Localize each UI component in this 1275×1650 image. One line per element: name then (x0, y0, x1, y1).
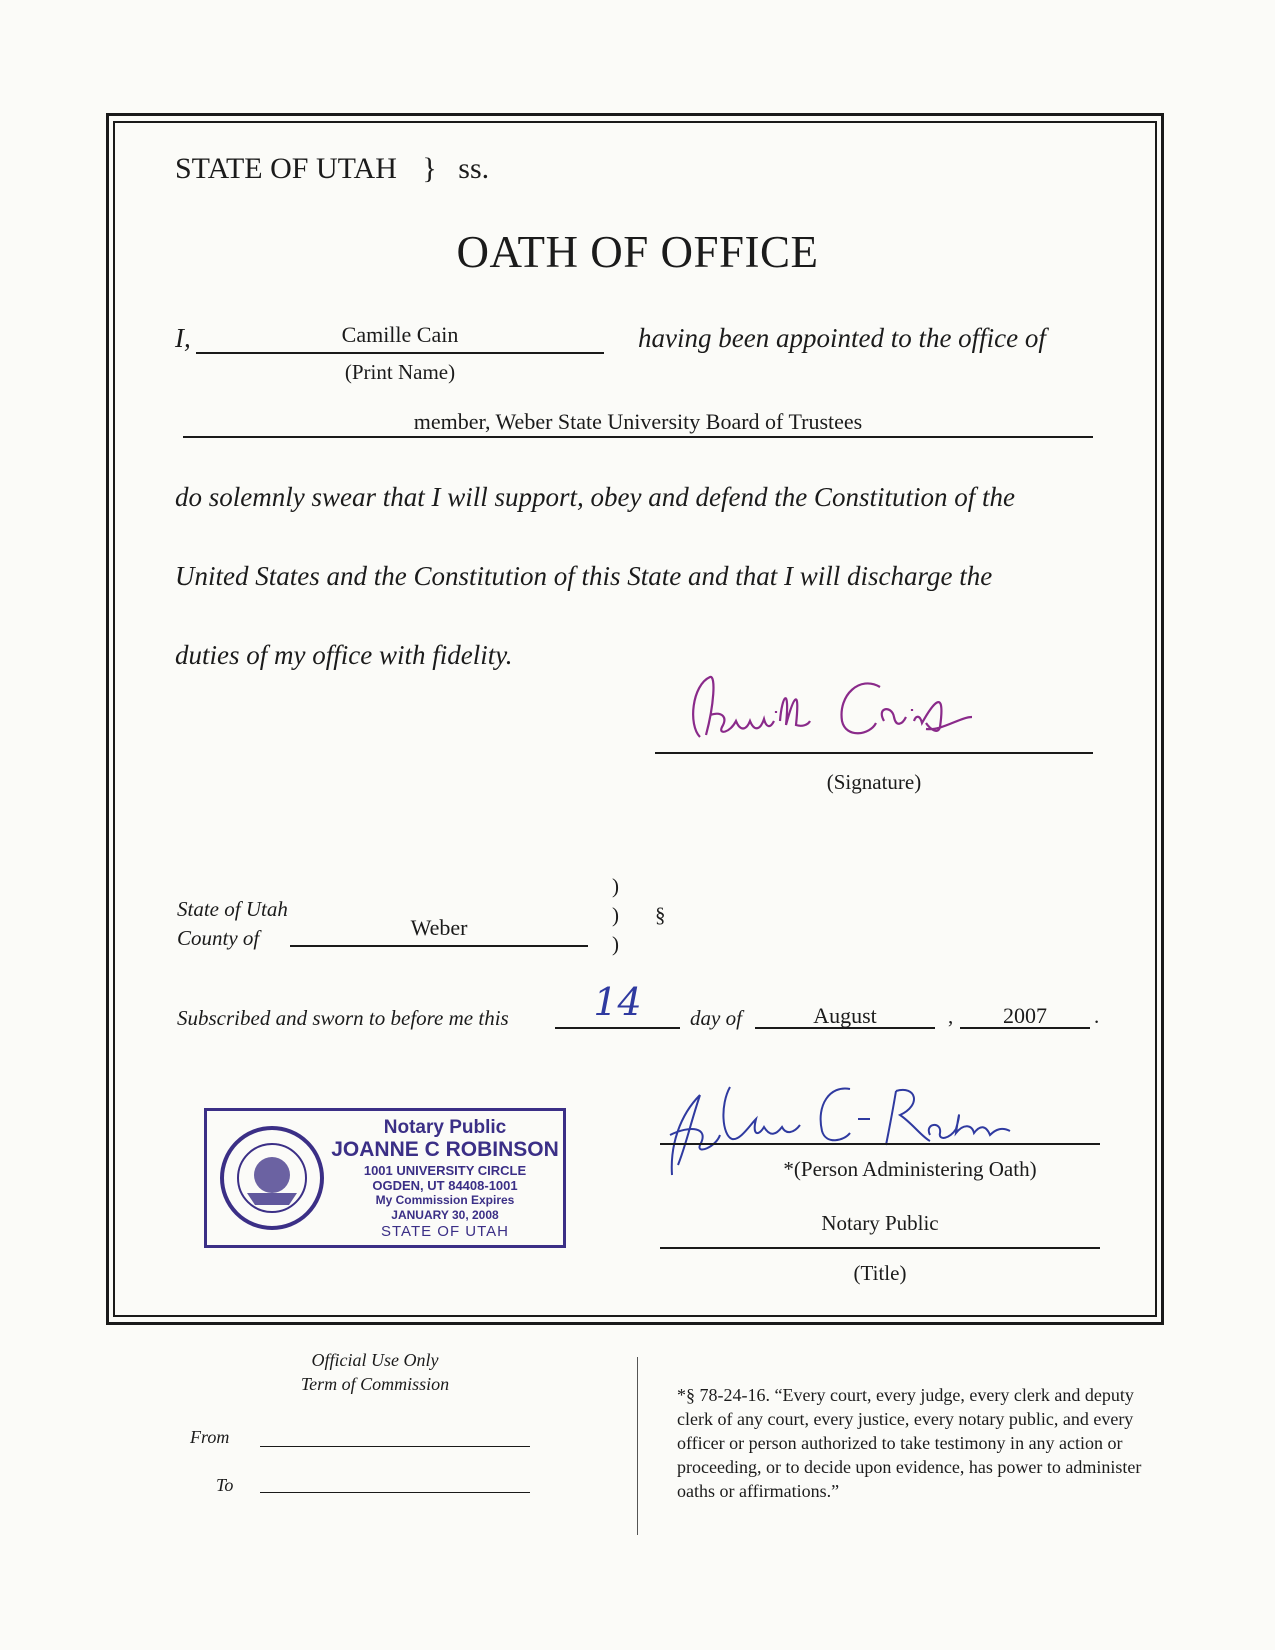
sworn-day-of: day of (690, 1006, 742, 1030)
stamp-line-1: Notary Public (383, 1117, 507, 1138)
section-symbol: § (655, 903, 666, 927)
administrator-line (660, 1143, 1100, 1145)
sworn-month-value: August (813, 1003, 877, 1028)
stamp-line-3: 1001 UNIVERSITY CIRCLE (363, 1163, 527, 1178)
page-title: OATH OF OFFICE (456, 227, 819, 277)
i-label: I, (175, 323, 191, 353)
notary-stamp (204, 1108, 566, 1248)
venue-paren-2: ) (612, 903, 619, 927)
state-header (175, 152, 489, 186)
administrator-caption: *(Person Administering Oath) (783, 1157, 1037, 1181)
state-seal-icon (217, 1123, 327, 1233)
print-name-value: Camille Cain (341, 322, 459, 347)
stamp-line-4: OGDEN, UT 84408-1001 (372, 1178, 518, 1193)
sworn-year-line (960, 1027, 1090, 1029)
print-name-line (196, 352, 604, 354)
office-line (183, 436, 1093, 438)
office-value: member, Weber State University Board of Trustees (413, 409, 863, 434)
administrator-title-line (660, 1247, 1100, 1249)
from-label: From (190, 1427, 230, 1447)
statute-footnote: *§ 78-24-16. “Every court, every judge, every clerk and deputy clerk of any court, every justice, every notary public, and every officer or person authorized to take testimony in any action or proceeding, or to decide upon evidence, has power to administer oaths or affirmations.” (677, 1385, 1142, 1501)
sworn-day-value: 14 (593, 980, 642, 1024)
to-line (260, 1492, 530, 1493)
venue-county-label: County of (177, 926, 260, 950)
sworn-day-line (555, 1027, 680, 1029)
signature-caption: (Signature) (826, 770, 922, 794)
footer-divider (637, 1357, 638, 1535)
from-line (260, 1446, 530, 1447)
oath-line-2: United States and the Constitution of this State and that I will discharge the (175, 561, 993, 591)
brace: } (422, 152, 437, 185)
ss-label: ss. (458, 152, 490, 185)
stamp-line-5: My Commission Expires (375, 1193, 515, 1207)
venue-county-value: Weber (410, 915, 468, 940)
stamp-line-2: JOANNE C ROBINSON (331, 1138, 559, 1161)
appointed-text: having been appointed to the office of (638, 323, 1046, 353)
state-header-label: STATE OF UTAH (175, 152, 397, 185)
to-label: To (216, 1475, 234, 1495)
signature-camille-cain (670, 665, 990, 755)
venue-paren-3: ) (612, 932, 619, 956)
administrator-title-caption: (Title) (853, 1261, 907, 1285)
oath-line-3: duties of my office with fidelity. (175, 640, 513, 670)
signature-line (655, 752, 1093, 754)
official-heading-2: Term of Commission (300, 1374, 450, 1394)
sworn-period: . (1094, 1004, 1100, 1028)
sworn-month-line (755, 1027, 935, 1029)
official-heading-1: Official Use Only (311, 1350, 439, 1370)
oath-line-1: do solemnly swear that I will support, obey and defend the Constitution of the (175, 482, 1015, 512)
sworn-prefix: Subscribed and sworn to before me this (177, 1006, 509, 1030)
administrator-title-value: Notary Public (821, 1211, 939, 1235)
venue-paren-1: ) (612, 874, 619, 898)
stamp-line-7: STATE OF UTAH (381, 1223, 509, 1240)
venue-county-line (290, 945, 588, 947)
print-name-caption: (Print Name) (344, 360, 456, 384)
stamp-line-6: JANUARY 30, 2008 (391, 1208, 499, 1222)
venue-state: State of Utah (177, 897, 288, 921)
sworn-year-value: 2007 (1003, 1003, 1047, 1028)
sworn-comma: , (948, 1004, 954, 1028)
